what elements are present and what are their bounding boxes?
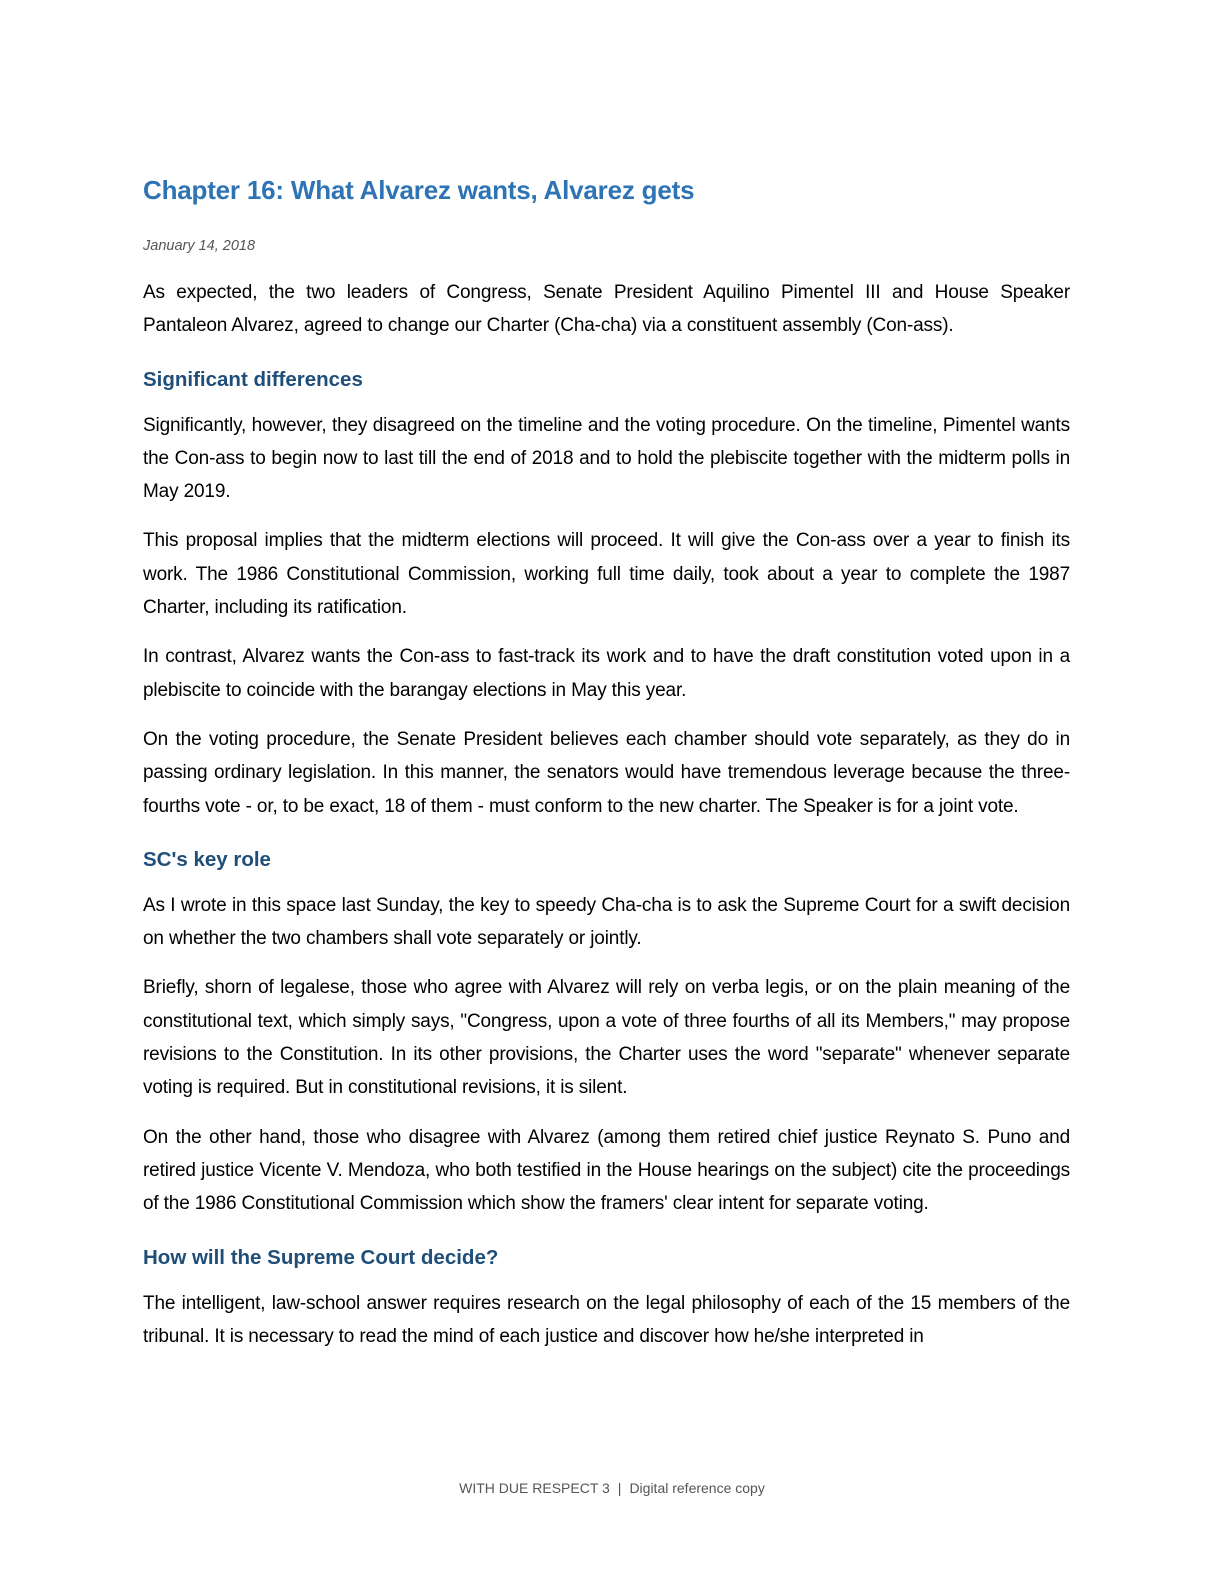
paragraph: In contrast, Alvarez wants the Con-ass to fast-track its work and to have the draft constitution voted upon in a plebiscite to coincide with the barangay elections in May this year. <box>143 646 1070 701</box>
chapter-title: Chapter 16: What Alvarez wants, Alvarez gets <box>143 175 695 205</box>
paragraph: As expected, the two leaders of Congress, Senate President Aquilino Pimentel III and House Speaker Pantaleon Alvarez, agreed to change our Charter (Cha-cha) via a constituent assembly (Con-ass). <box>143 282 1070 337</box>
section-heading: SC's key role <box>143 847 271 871</box>
footer-note: Digital reference copy <box>629 1480 765 1496</box>
page-footer <box>0 1478 1224 1498</box>
paragraph: Briefly, shorn of legalese, those who agree with Alvarez will rely on verba legis, or on the plain meaning of the constitutional text, which simply says, "Congress, upon a vote of three fourths of all its Members," may propose revisions to the Constitution. In its other provisions, the Charter uses the word "separate" whenever separate voting is required. But in constitutional revisions, it is silent. <box>143 977 1070 1099</box>
paragraph: As I wrote in this space last Sunday, the key to speedy Cha-cha is to ask the Supreme Court for a swift decision on whether the two chambers shall vote separately or jointly. <box>143 894 1070 950</box>
paragraph: The intelligent, law-school answer requires research on the legal philosophy of each of the 15 members of the tribunal. It is necessary to read the mind of each justice and discover how he/she interpreted in <box>143 1292 1070 1347</box>
paragraph: This proposal implies that the midterm elections will proceed. It will give the Con-ass over a year to finish its work. The 1986 Constitutional Commission, working full time daily, took about a year to complete the 1987 Charter, including its ratification. <box>143 530 1070 619</box>
footer-separator: | <box>617 1480 622 1496</box>
chapter-date: January 14, 2018 <box>143 238 256 254</box>
paragraph: Significantly, however, they disagreed on the timeline and the voting procedure. On the timeline, Pimentel wants the Con-ass to begin now to last till the end of 2018 and to hold the plebiscite together with the midterm polls in May 2019. <box>143 414 1070 503</box>
paragraph: On the voting procedure, the Senate President believes each chamber should vote separately, as they do in passing ordinary legislation. In this manner, the senators would have tremendous leverage because the three-fourths vote - or, to be exact, 18 of them - must conform to the new charter. The Speaker is for a joint vote. <box>143 728 1070 817</box>
section-heading: How will the Supreme Court decide? <box>143 1245 499 1269</box>
paragraph: On the other hand, those who disagree with Alvarez (among them retired chief justice Reynato S. Puno and retired justice Vicente V. Mendoza, who both testified in the House hearings on the subject) cite the proceedings of the 1986 Constitutional Commission which show the framers' clear intent for separate voting. <box>143 1126 1070 1215</box>
footer-book-title: WITH DUE RESPECT 3 <box>459 1480 610 1496</box>
section-heading: Significant differences <box>143 367 363 391</box>
document-body <box>143 170 1070 1369</box>
